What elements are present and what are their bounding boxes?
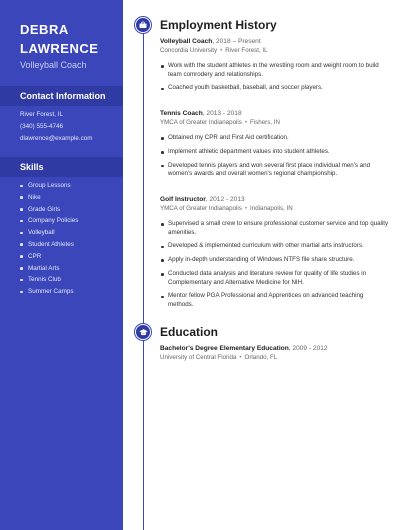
job-bullet: Implement athletic department values into student athletes. [160,148,390,157]
graduation-cap-icon [135,324,151,340]
candidate-name [20,20,120,58]
timeline-line [143,25,144,530]
skill-item: Martial Arts [20,263,78,275]
skill-item: Group Lessons [20,180,78,192]
job-role: Volleyball Coach [160,38,213,45]
education-header: Bachelor's Degree Elementary Education, 2009 - 2012 [160,345,328,352]
skill-item: Company Policies [20,215,78,227]
education-school: University of Central Florida [160,354,237,361]
skill-item: Volleyball [20,227,78,239]
job-bullet: Developed tennis players and won several first place individual men's and women's awards and overall women's regional championship. [160,162,390,179]
job-header: Tennis Coach, 2013 - 2018 [160,110,242,117]
skills-heading-band [0,157,123,177]
job-bullet: Coached youth basketball, baseball, and soccer players. [160,84,390,93]
job-location: River Forest, IL [225,47,268,54]
job-entry [160,196,390,315]
job-header: Golf Instructor, 2012 - 2013 [160,196,245,203]
job-bullets [160,220,390,310]
briefcase-icon [135,17,151,33]
job-bullet: Obtained my CPR and First Aid certification. [160,134,390,143]
job-bullet: Apply in-depth understanding of Windows NTFS file share structure. [160,256,390,265]
job-org-line: Concordia University • River Forest, IL [160,47,268,54]
job-bullet: Supervised a small crew to ensure professional customer service and top quality amenities. [160,220,390,237]
contact-heading: Contact Information [20,91,106,101]
job-bullets [160,134,390,179]
job-org: YMCA of Greater Indianapolis [160,119,242,126]
education-dates: 2009 - 2012 [292,345,328,352]
job-bullet: Mentor fellow PGA Professional and Apprentices on advanced teaching methods. [160,292,390,309]
job-org-line: YMCA of Greater Indianapolis • Fishers, IN [160,119,280,126]
job-location: Fishers, IN [250,119,280,126]
skill-item: CPR [20,251,78,263]
job-org: Concordia University [160,47,218,54]
job-bullet: Conducted data analysis and literature review for quality of life studies in Complementary and Alternative Medicine for NIH. [160,270,390,287]
employment-heading: Employment History [160,18,277,32]
sidebar [0,0,123,530]
last-name: LAWRENCE [20,41,99,56]
education-school-line: University of Central Florida • Orlando, FL [160,354,278,361]
job-role: Tennis Coach [160,110,203,117]
skills-list [20,180,78,298]
skill-item: Summer Camps [20,286,78,298]
job-dates: 2012 - 2013 [209,196,245,203]
job-entry [160,110,390,184]
job-dates: 2018 – Present [215,38,261,45]
job-dates: 2013 - 2018 [206,110,242,117]
job-title: Volleyball Coach [20,60,87,70]
education-degree: Bachelor's Degree Elementary Education [160,345,289,352]
job-bullets [160,62,390,93]
skill-item: Student Athletes [20,239,78,251]
job-org-line: YMCA of Greater Indianapolis • Indianapolis, IN [160,205,293,212]
first-name: DEBRA [20,22,69,37]
contact-email[interactable]: dlawrence@example.com [20,135,93,142]
job-role: Golf Instructor [160,196,206,203]
education-heading: Education [160,325,219,339]
job-bullet: Developed & implemented curriculum with other martial arts instructors. [160,242,390,251]
contact-phone[interactable]: (340) 555-4746 [20,123,64,130]
skill-item: Grade Girls [20,204,78,216]
contact-location: River Forest, IL [20,111,64,118]
skill-item: Nike [20,192,78,204]
education-location: Orlando, FL [244,354,278,361]
job-header: Volleyball Coach, 2018 – Present [160,38,261,45]
skill-item: Tennis Club [20,274,78,286]
skills-heading: Skills [20,162,44,172]
job-entry [160,38,390,98]
job-location: Indianapolis, IN [250,205,293,212]
job-org: YMCA of Greater Indianapolis [160,205,242,212]
job-bullet: Work with the student athletes in the wrestling room and weight room to build team comrodery and relationships. [160,62,390,79]
education-entry [160,345,390,361]
